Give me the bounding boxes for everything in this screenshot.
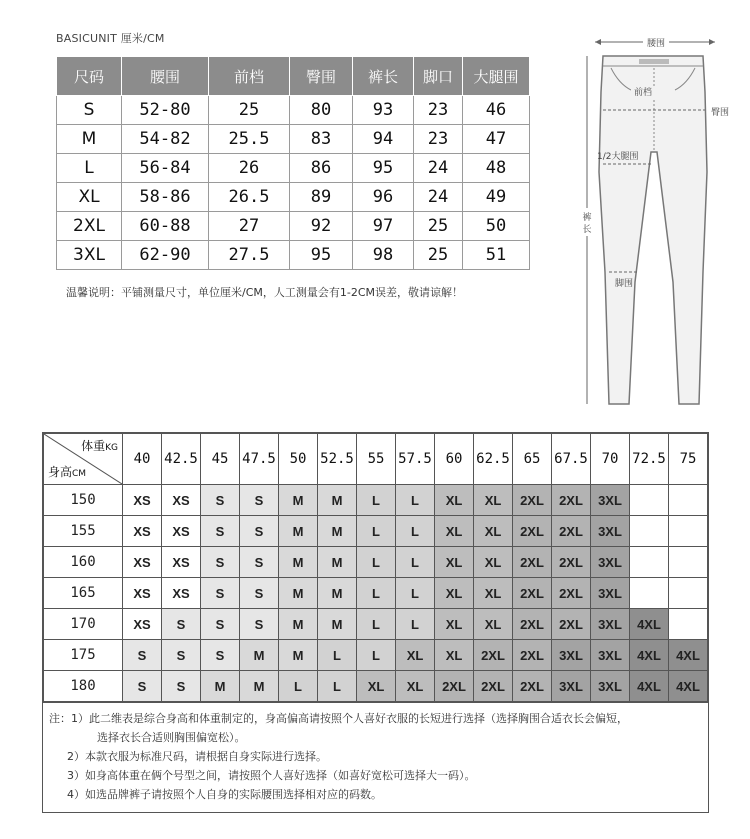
size-cell: 51 [463,241,530,270]
size-recommendation-cell: 4XL [630,640,669,671]
weight-header-cell: 60 [435,434,474,485]
size-recommendation-cell: S [123,671,162,702]
size-recommendation-cell: S [162,671,201,702]
size-recommendation-cell: M [279,516,318,547]
height-cell: 170 [44,609,123,640]
size-recommendation-cell: M [318,516,357,547]
height-row [44,516,708,547]
size-recommendation-cell [669,609,708,640]
size-recommendation-cell: XL [396,671,435,702]
size-cell: L [57,154,122,183]
pants-diagram [575,32,735,412]
size-cell: 24 [414,154,463,183]
size-cell: 2XL [57,212,122,241]
size-recommendation-cell: 4XL [669,671,708,702]
size-cell: 80 [290,96,353,125]
size-cell: 23 [414,125,463,154]
size-cell: 94 [353,125,414,154]
weight-header-cell: 62.5 [474,434,513,485]
size-recommendation-cell: 4XL [630,671,669,702]
size-recommendation-cell: L [279,671,318,702]
size-cell: 50 [463,212,530,241]
size-row [57,212,530,241]
weight-header-cell: 55 [357,434,396,485]
size-recommendation-cell: S [240,516,279,547]
size-recommendation-cell: XS [123,516,162,547]
size-recommendation-cell: XL [435,640,474,671]
size-recommendation-cell: L [357,485,396,516]
size-recommendation-cell: M [201,671,240,702]
header-size: 尺码 [57,57,122,96]
size-cell: 54-82 [122,125,209,154]
size-recommendation-cell: 4XL [669,640,708,671]
size-recommendation-cell [669,578,708,609]
size-recommendation-cell: S [201,640,240,671]
size-recommendation-cell: 3XL [552,671,591,702]
header-waist: 腰围 [122,57,209,96]
note-4: 4）如选品牌裤子请按照个人自身的实际腰围选择相对应的码数。 [67,788,382,801]
size-recommendation-cell: M [318,609,357,640]
size-cell: 96 [353,183,414,212]
size-notes [43,702,708,812]
size-recommendation-cell: 2XL [552,485,591,516]
height-weight-table [43,433,708,702]
size-recommendation-cell: 2XL [474,671,513,702]
thigh-label: 1/2大腿围 [597,152,639,162]
header-rise: 前档 [209,57,290,96]
size-recommendation-cell: XS [123,547,162,578]
size-recommendation-cell [630,578,669,609]
size-recommendation-cell: XL [396,640,435,671]
size-recommendation-cell: 3XL [591,547,630,578]
size-recommendation-cell: 2XL [513,485,552,516]
size-recommendation-cell: L [396,578,435,609]
weight-header-cell: 42.5 [162,434,201,485]
weight-header-cell: 47.5 [240,434,279,485]
size-cell: 25.5 [209,125,290,154]
size-cell: 62-90 [122,241,209,270]
size-recommendation-cell: XS [162,578,201,609]
size-cell: 95 [290,241,353,270]
height-weight-chart [42,432,709,813]
size-cell: 56-84 [122,154,209,183]
size-cell: 47 [463,125,530,154]
size-recommendation-cell: M [279,547,318,578]
size-recommendation-cell [669,516,708,547]
size-recommendation-cell: XL [474,578,513,609]
size-recommendation-cell: XS [123,578,162,609]
size-cell: 58-86 [122,183,209,212]
size-cell: 25 [414,212,463,241]
size-recommendation-cell: L [396,609,435,640]
note-1-cont: 选择衣长合适则胸围偏宽松）。 [97,731,246,744]
size-row [57,125,530,154]
size-chart-header-row [57,57,530,96]
size-recommendation-cell: XS [123,485,162,516]
size-row [57,154,530,183]
header-thigh: 大腿围 [463,57,530,96]
size-recommendation-cell: XS [162,516,201,547]
height-row [44,578,708,609]
size-cell: XL [57,183,122,212]
size-recommendation-cell: 2XL [513,547,552,578]
height-row [44,547,708,578]
size-cell: 3XL [57,241,122,270]
size-recommendation-cell: 3XL [591,485,630,516]
size-recommendation-cell: S [201,547,240,578]
size-recommendation-cell: 3XL [591,609,630,640]
size-cell: 48 [463,154,530,183]
length-label-2: 长 [582,225,592,235]
size-recommendation-cell: M [279,640,318,671]
size-cell: 49 [463,183,530,212]
rise-label: 前档 [633,88,653,98]
size-recommendation-cell: 3XL [591,578,630,609]
size-recommendation-cell: M [318,485,357,516]
height-cell: 165 [44,578,123,609]
size-recommendation-cell: XL [474,485,513,516]
measurement-note: 温馨说明：平铺测量尺寸，单位厘米/CM，人工测量会有1-2CM误差，敬请谅解！ [66,286,464,299]
weight-header-cell: 72.5 [630,434,669,485]
size-recommendation-cell: XL [474,516,513,547]
header-length: 裤长 [353,57,414,96]
size-recommendation-cell: 2XL [552,609,591,640]
height-cell: 150 [44,485,123,516]
weight-header-cell: 65 [513,434,552,485]
size-recommendation-cell: S [201,609,240,640]
size-recommendation-cell [669,485,708,516]
size-recommendation-cell: XL [435,578,474,609]
size-recommendation-cell: 3XL [591,640,630,671]
size-cell: 89 [290,183,353,212]
size-recommendation-cell: XS [123,609,162,640]
waist-label: 腰围 [646,39,666,49]
header-hip: 臀围 [290,57,353,96]
size-recommendation-cell: M [279,485,318,516]
size-recommendation-cell: 3XL [591,671,630,702]
weight-axis-label: 体重KG [81,439,118,453]
size-cell: 27 [209,212,290,241]
size-cell: 98 [353,241,414,270]
size-recommendation-cell: 2XL [552,547,591,578]
weight-header-cell: 40 [123,434,162,485]
size-cell: 26.5 [209,183,290,212]
size-recommendation-cell: 2XL [513,516,552,547]
length-label-1: 裤 [582,213,592,223]
pants-label-tag [639,59,669,64]
size-cell: M [57,125,122,154]
size-recommendation-cell: 3XL [552,640,591,671]
size-recommendation-cell: L [396,485,435,516]
weight-header-cell: 50 [279,434,318,485]
size-cell: S [57,96,122,125]
size-recommendation-cell [630,516,669,547]
size-recommendation-cell: S [201,516,240,547]
size-cell: 25 [209,96,290,125]
waist-arrow-right-head [709,39,715,45]
size-cell: 26 [209,154,290,183]
height-cell: 160 [44,547,123,578]
weight-header-cell: 45 [201,434,240,485]
size-chart-table [56,56,530,270]
pants-outline [599,56,707,404]
size-recommendation-cell: XL [435,485,474,516]
size-recommendation-cell: S [123,640,162,671]
size-recommendation-cell: XL [474,547,513,578]
size-recommendation-cell: M [279,609,318,640]
size-recommendation-cell: 2XL [513,609,552,640]
size-cell: 95 [353,154,414,183]
size-recommendation-cell: L [318,671,357,702]
size-recommendation-cell: S [162,640,201,671]
size-recommendation-cell: L [357,547,396,578]
weight-header-cell: 75 [669,434,708,485]
size-row [57,241,530,270]
weight-header-row [44,434,708,485]
height-row [44,640,708,671]
size-recommendation-cell: 2XL [474,640,513,671]
hip-label: 臀围 [711,108,730,118]
note-1: 注：1）此二维表是综合身高和体重制定的，身高偏高请按照个人喜好衣服的长短进行选择（选择胸围合适衣长会偏短， [49,712,628,725]
size-cell: 24 [414,183,463,212]
size-recommendation-cell: XL [435,547,474,578]
size-cell: 86 [290,154,353,183]
size-recommendation-cell: 2XL [513,671,552,702]
height-row [44,609,708,640]
size-recommendation-cell: M [318,578,357,609]
size-recommendation-cell: XL [435,516,474,547]
size-recommendation-cell: M [240,671,279,702]
size-recommendation-cell: 2XL [513,578,552,609]
size-recommendation-cell: S [240,578,279,609]
size-recommendation-cell: M [240,640,279,671]
size-row [57,96,530,125]
size-recommendation-cell: 2XL [435,671,474,702]
size-recommendation-cell: S [201,485,240,516]
height-cell: 180 [44,671,123,702]
note-2: 2）本款衣服为标准尺码，请根据自身实际进行选择。 [67,750,327,763]
size-recommendation-cell: 3XL [591,516,630,547]
size-recommendation-cell: XS [162,547,201,578]
weight-header-cell: 70 [591,434,630,485]
weight-header-cell: 52.5 [318,434,357,485]
size-recommendation-cell: XL [357,671,396,702]
size-recommendation-cell: M [318,547,357,578]
size-recommendation-cell: L [357,578,396,609]
size-recommendation-cell: L [396,516,435,547]
size-recommendation-cell: S [240,609,279,640]
size-recommendation-cell: XS [162,485,201,516]
size-recommendation-cell [630,547,669,578]
size-recommendation-cell: S [162,609,201,640]
size-cell: 52-80 [122,96,209,125]
height-axis-label: 身高CM [48,465,87,479]
size-cell: 83 [290,125,353,154]
size-cell: 93 [353,96,414,125]
size-recommendation-cell: 4XL [630,609,669,640]
weight-header-cell: 67.5 [552,434,591,485]
size-recommendation-cell: S [201,578,240,609]
size-recommendation-cell [669,547,708,578]
height-cell: 175 [44,640,123,671]
size-cell: 25 [414,241,463,270]
size-cell: 46 [463,96,530,125]
size-recommendation-cell: S [240,485,279,516]
size-recommendation-cell: 2XL [552,516,591,547]
size-recommendation-cell: S [240,547,279,578]
weight-header-cell: 57.5 [396,434,435,485]
size-recommendation-cell: M [279,578,318,609]
note-3: 3）如身高体重在俩个号型之间，请按照个人喜好选择（如喜好宽松可选择大一码）。 [67,769,476,782]
size-cell: 97 [353,212,414,241]
height-row [44,671,708,702]
size-cell: 23 [414,96,463,125]
size-recommendation-cell [630,485,669,516]
size-cell: 27.5 [209,241,290,270]
size-cell: 60-88 [122,212,209,241]
hem-label: 脚围 [615,279,634,289]
waist-arrow-left-head [595,39,601,45]
size-recommendation-cell: 2XL [552,578,591,609]
height-cell: 155 [44,516,123,547]
size-recommendation-cell: L [357,640,396,671]
brand-unit-label: BASICUNIT 厘米/CM [56,32,165,45]
header-hem: 脚口 [414,57,463,96]
height-row [44,485,708,516]
size-recommendation-cell: XL [435,609,474,640]
corner-cell [44,434,123,485]
size-recommendation-cell: L [318,640,357,671]
size-recommendation-cell: XL [474,609,513,640]
size-cell: 92 [290,212,353,241]
size-recommendation-cell: L [357,609,396,640]
size-recommendation-cell: L [396,547,435,578]
size-recommendation-cell: L [357,516,396,547]
size-recommendation-cell: 2XL [513,640,552,671]
size-row [57,183,530,212]
